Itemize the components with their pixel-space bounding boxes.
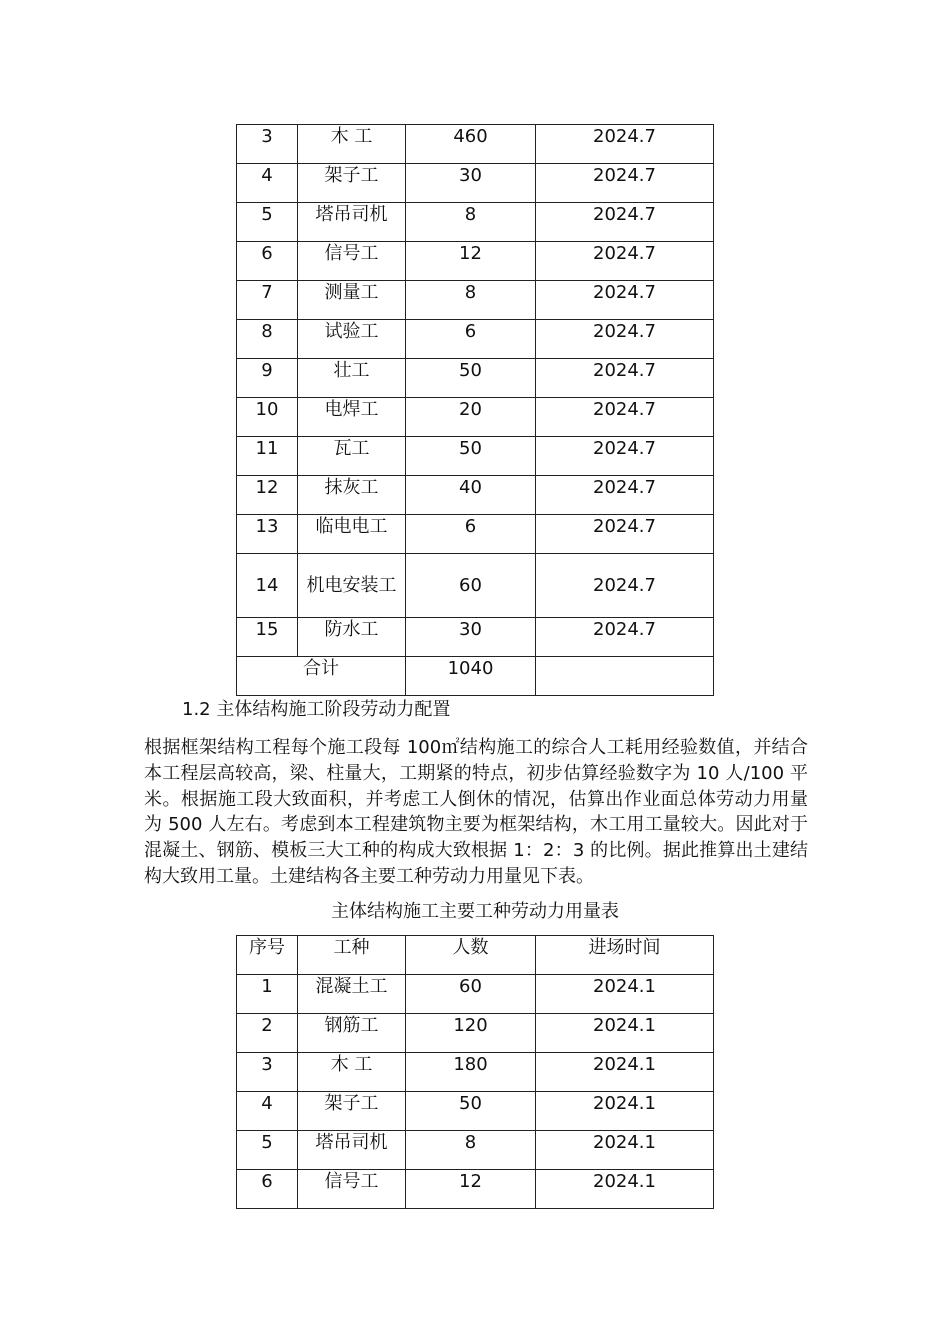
cell-no: 1 [237, 975, 298, 1014]
cell-no: 5 [237, 1131, 298, 1170]
cell-no: 9 [237, 359, 298, 398]
cell-count: 180 [406, 1053, 536, 1092]
cell-no: 7 [237, 281, 298, 320]
cell-date: 2024.1 [536, 1014, 714, 1053]
cell-no: 6 [237, 242, 298, 281]
header-cell-date: 进场时间 [536, 936, 714, 975]
cell-no: 5 [237, 203, 298, 242]
table-row [237, 1053, 714, 1092]
cell-count: 8 [406, 203, 536, 242]
total-value: 1040 [406, 657, 536, 696]
cell-trade: 壮工 [298, 359, 406, 398]
cell-count: 460 [406, 125, 536, 164]
table-row [237, 618, 714, 657]
table-row [237, 242, 714, 281]
cell-no: 8 [237, 320, 298, 359]
cell-trade: 信号工 [298, 1170, 406, 1209]
cell-date: 2024.7 [536, 398, 714, 437]
cell-date: 2024.7 [536, 359, 714, 398]
cell-no: 6 [237, 1170, 298, 1209]
cell-date: 2024.1 [536, 1092, 714, 1131]
cell-count: 30 [406, 164, 536, 203]
cell-no: 11 [237, 437, 298, 476]
labor-table-continued [236, 124, 714, 696]
cell-trade: 塔吊司机 [298, 203, 406, 242]
total-label: 合计 [237, 657, 406, 696]
table-caption: 主体结构施工主要工种劳动力用量表 [331, 901, 619, 922]
cell-no: 3 [237, 1053, 298, 1092]
cell-trade: 试验工 [298, 320, 406, 359]
table-header-row [237, 936, 714, 975]
header-cell-trade: 工种 [298, 936, 406, 975]
cell-no: 15 [237, 618, 298, 657]
cell-date: 2024.1 [536, 1131, 714, 1170]
cell-count: 50 [406, 359, 536, 398]
table-row [237, 398, 714, 437]
cell-count: 50 [406, 437, 536, 476]
cell-trade: 电焊工 [298, 398, 406, 437]
table-row [237, 515, 714, 554]
table-row [237, 164, 714, 203]
cell-no: 12 [237, 476, 298, 515]
cell-count: 20 [406, 398, 536, 437]
cell-date: 2024.7 [536, 437, 714, 476]
cell-date: 2024.1 [536, 1170, 714, 1209]
main-structure-table-body [237, 975, 714, 1209]
cell-no: 13 [237, 515, 298, 554]
cell-count: 50 [406, 1092, 536, 1131]
cell-date: 2024.7 [536, 515, 714, 554]
table-row [237, 1092, 714, 1131]
table-row [237, 203, 714, 242]
cell-trade: 临电电工 [298, 515, 406, 554]
cell-date: 2024.7 [536, 164, 714, 203]
cell-date: 2024.7 [536, 125, 714, 164]
cell-trade: 机电安装工 [298, 554, 406, 618]
cell-date: 2024.7 [536, 476, 714, 515]
table-row [237, 554, 714, 618]
section-heading: 1.2 主体结构施工阶段劳动力配置 [182, 699, 451, 720]
total-empty-cell [536, 657, 714, 696]
body-paragraph: 根据框架结构工程每个施工段每 100㎡结构施工的综合人工耗用经验数值，并结合本工程层高较高，梁、柱量大，工期紧的特点，初步估算经验数字为 10 人/100 平米。根据施工段大致面积，并考虑工人倒休的情况，估算出作业面总体劳动力用量为 500 人左右。考虑到本工程建筑物主要为框架结构，木工用工量较大。因此对于混凝土、钢筋、模板三大工种的构成大致根据 1：2：3 的比例。据此推算出土建结构大致用工量。土建结构各主要工种劳动力用量见下表。 [144, 737, 808, 887]
cell-count: 6 [406, 320, 536, 359]
cell-date: 2024.7 [536, 320, 714, 359]
cell-no: 4 [237, 1092, 298, 1131]
cell-no: 14 [237, 554, 298, 618]
cell-count: 60 [406, 975, 536, 1014]
cell-count: 30 [406, 618, 536, 657]
cell-count: 12 [406, 1170, 536, 1209]
total-row [237, 657, 714, 696]
labor-table-body [237, 125, 714, 696]
table-row [237, 1170, 714, 1209]
cell-trade: 架子工 [298, 164, 406, 203]
cell-date: 2024.7 [536, 281, 714, 320]
cell-trade: 抹灰工 [298, 476, 406, 515]
cell-no: 4 [237, 164, 298, 203]
table-row [237, 975, 714, 1014]
table-row [237, 125, 714, 164]
cell-trade: 钢筋工 [298, 1014, 406, 1053]
cell-date: 2024.7 [536, 554, 714, 618]
cell-trade: 防水工 [298, 618, 406, 657]
main-structure-labor-table [236, 935, 714, 1209]
cell-trade: 架子工 [298, 1092, 406, 1131]
cell-no: 3 [237, 125, 298, 164]
cell-trade: 混凝土工 [298, 975, 406, 1014]
table-row [237, 320, 714, 359]
table-row [237, 359, 714, 398]
cell-date: 2024.1 [536, 1053, 714, 1092]
cell-count: 12 [406, 242, 536, 281]
cell-no: 10 [237, 398, 298, 437]
cell-date: 2024.7 [536, 618, 714, 657]
cell-trade: 塔吊司机 [298, 1131, 406, 1170]
table-row [237, 437, 714, 476]
cell-trade: 木 工 [298, 125, 406, 164]
cell-count: 8 [406, 281, 536, 320]
table-row [237, 476, 714, 515]
cell-count: 60 [406, 554, 536, 618]
cell-no: 2 [237, 1014, 298, 1053]
cell-count: 6 [406, 515, 536, 554]
cell-trade: 信号工 [298, 242, 406, 281]
cell-date: 2024.7 [536, 203, 714, 242]
cell-count: 120 [406, 1014, 536, 1053]
cell-count: 8 [406, 1131, 536, 1170]
cell-date: 2024.1 [536, 975, 714, 1014]
table-row [237, 1131, 714, 1170]
table-row [237, 1014, 714, 1053]
cell-trade: 测量工 [298, 281, 406, 320]
cell-date: 2024.7 [536, 242, 714, 281]
cell-trade: 瓦工 [298, 437, 406, 476]
table-row [237, 281, 714, 320]
header-cell-no: 序号 [237, 936, 298, 975]
cell-count: 40 [406, 476, 536, 515]
header-cell-count: 人数 [406, 936, 536, 975]
cell-trade: 木 工 [298, 1053, 406, 1092]
